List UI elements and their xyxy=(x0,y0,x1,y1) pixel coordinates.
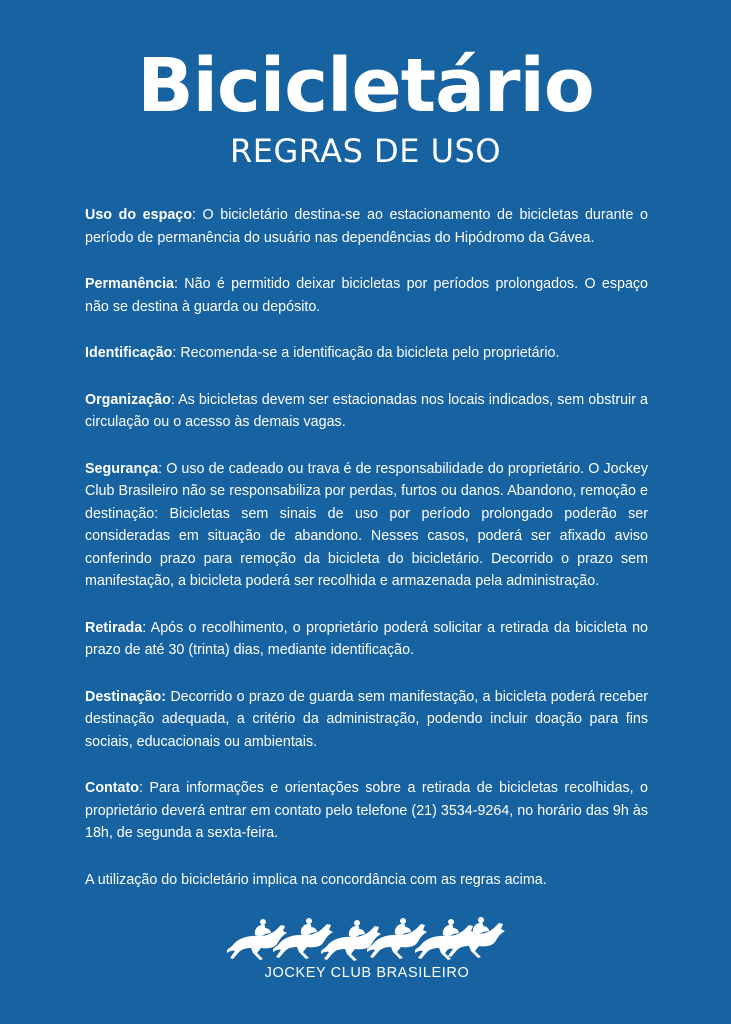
rule-text: : O bicicletário destina-se ao estacionamento de bicicletas durante o período de permanência do usuário nas dependências do Hipódromo da Gávea. xyxy=(85,207,648,246)
rule-term: Identificação xyxy=(85,345,173,361)
rule-contato xyxy=(85,777,648,845)
rule-seguranca xyxy=(85,458,648,593)
racing-horses-icon xyxy=(225,915,509,961)
rule-text: : Não é permitido deixar bicicletas por períodos prolongados. O espaço não se destina à guarda ou depósito. xyxy=(85,276,648,315)
rule-term: Destinação: xyxy=(85,688,167,705)
logo-wordmark: JOCKEY CLUB BRASILEIRO xyxy=(264,965,470,981)
rule-permanencia xyxy=(85,273,648,318)
rule-text: : As bicicletas devem ser estacionadas nos locais indicados, sem obstruir a circulação ou o acesso às demais vagas. xyxy=(85,391,648,430)
rule-uso-do-espaco xyxy=(85,204,648,249)
rule-text: : Após o recolhimento, o proprietário poderá solicitar a retirada da bicicleta no prazo de até 30 (trinta) dias, mediante identificação. xyxy=(85,619,648,658)
rule-term: Organização xyxy=(85,391,171,408)
rule-text: : O uso de cadeado ou trava é de responsabilidade do proprietário. O Jockey Club Brasileiro não se responsabiliza por perdas, furtos ou danos. Abandono, remoção e destinação: Bicicletas sem sinais de uso por período prolongado poderão ser consideradas em situação de abandono. Nesses casos, poderá ser afixado aviso conferindo prazo para remoção da bicicleta do bicicletário. Decorrido o prazo sem manifestação, a bicicleta poderá ser recolhida e armazenada pela administração. xyxy=(85,460,648,589)
rule-text: : Para informações e orientações sobre a retirada de bicicletas recolhidas, o proprietário deverá entrar em contato pelo telefone (21) 3534-9264, no horário das 9h às 18h, de segunda a sexta-feira. xyxy=(85,780,648,841)
page-title: Bicicletário xyxy=(137,43,594,129)
closing-statement: A utilização do bicicletário implica na concordância com as regras acima. xyxy=(85,871,547,888)
rule-identificacao xyxy=(85,342,648,365)
rule-destinacao xyxy=(85,686,648,754)
rule-text: Decorrido o prazo de guarda sem manifestação, a bicicleta poderá receber destinação adequada, a critério da administração, podendo incluir doação para fins sociais, educacionais ou ambientais. xyxy=(85,688,648,750)
rule-term: Permanência xyxy=(85,276,175,292)
rule-term: Retirada xyxy=(85,619,143,636)
rule-text: : Recomenda-se a identificação da bicicleta pelo proprietário. xyxy=(172,345,560,361)
rules-list xyxy=(85,204,648,891)
jockey-club-logo xyxy=(225,915,509,985)
rule-term: Uso do espaço xyxy=(85,207,192,223)
rule-organizacao xyxy=(85,389,648,434)
rule-term: Contato xyxy=(85,780,139,796)
page-subtitle: REGRAS DE USO xyxy=(229,132,501,170)
rule-retirada xyxy=(85,617,648,662)
rule-term: Segurança xyxy=(85,460,159,477)
